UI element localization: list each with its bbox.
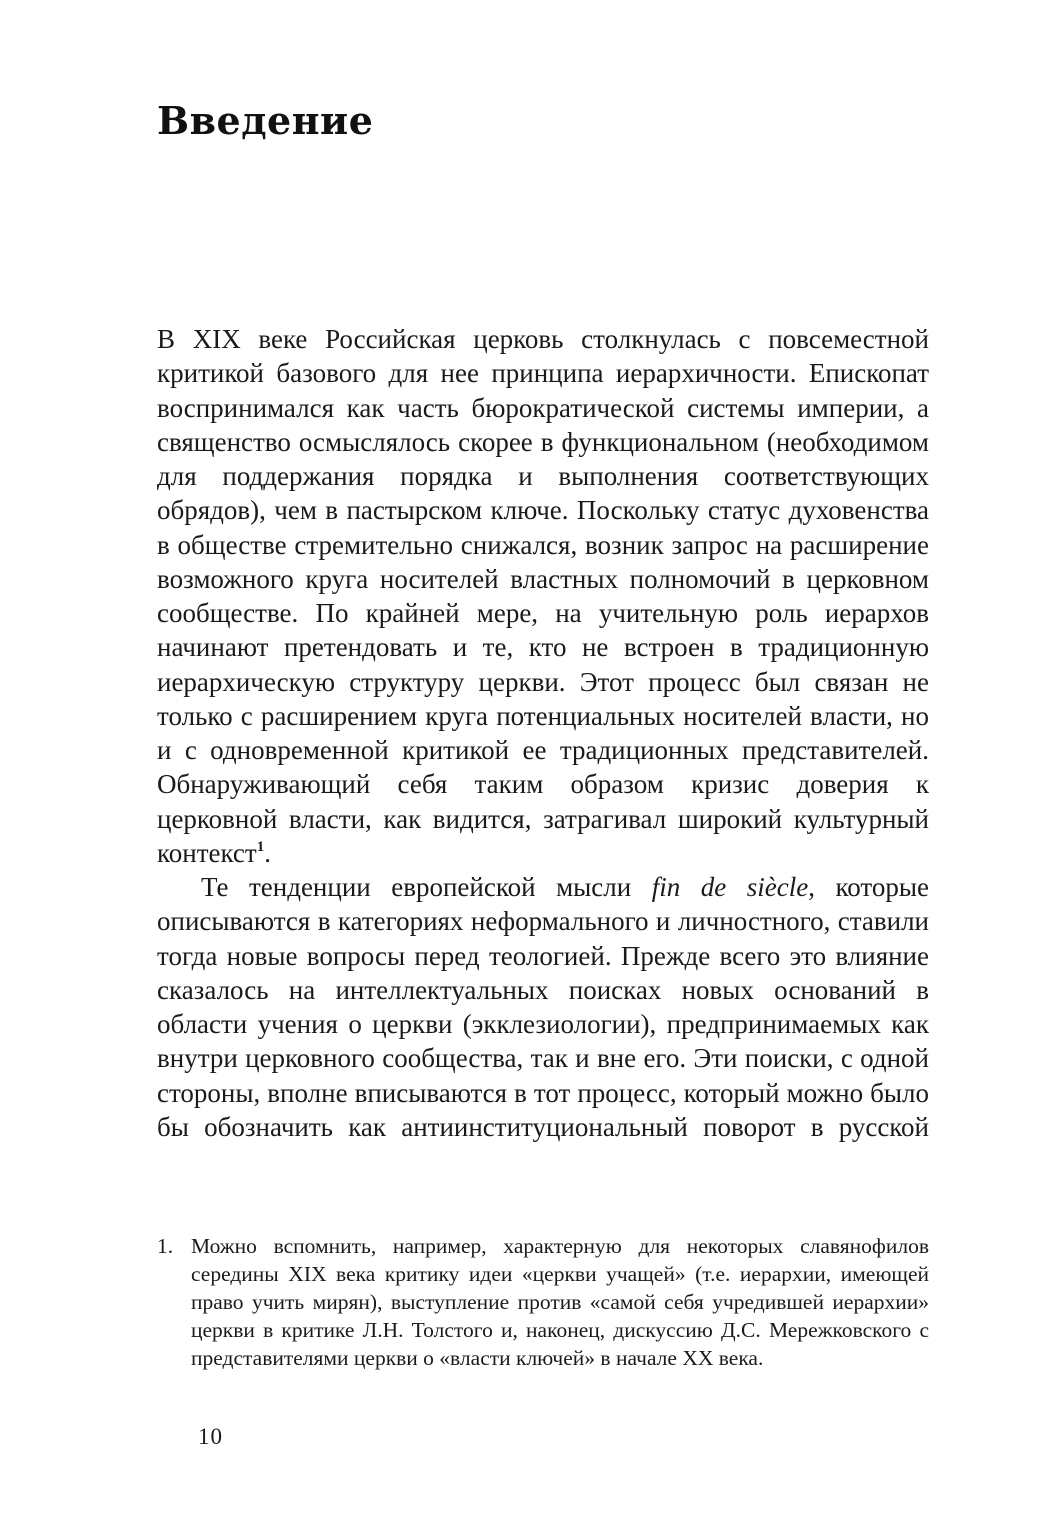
chapter-title: Введение [157,98,374,143]
paragraph-2-start: Те тенденции европейской мысли [201,872,652,902]
footnotes [157,1232,929,1372]
paragraph-2 [157,870,929,1144]
paragraph-1-text: В XIX веке Российская церковь столкнулась с повсеместной критикой базового для нее принципа иерархичности. Епископат воспринимался как часть бюрократической системы империи, а священство осмыслялось скорее в функциональном (необходимом для поддержания порядка и выполнения соответствующих обрядов), чем в пастырском ключе. Поскольку статус духовенства в обществе стремительно снижался, возник запрос на расширение возможного круга носителей властных полномочий в церковном сообществе. По крайней мере, на учительную роль иерархов начинают претендовать и те, кто не встроен в традиционную иерархическую структуру церкви. Этот процесс был связан не только с расширением круга потенциальных носителей власти, но и с одновременной критикой ее традиционных представителей. Обнаруживающий себя таким образом кризис доверия к церковной власти, как видится, затрагивал широкий культурный контекст [157,324,929,868]
footnote-text: Можно вспомнить, например, характерную для некоторых славянофилов середины XIX века критику идеи «церкви учащей» (т.е. иерархии, имеющей право учить мирян), выступление против «самой себя учредившей иерархии» церкви в критике Л.Н. Толстого и, наконец, дискуссию Д.С. Мережковского с представителями церкви о «власти ключей» в начале XX века. [191,1234,929,1370]
page-number: 10 [198,1424,223,1449]
footnote-number: 1. [157,1234,174,1258]
main-text [157,322,929,1144]
footnote-reference-1[interactable]: 1 [256,838,265,855]
paragraph-2-text: , которые описываются в категориях неформального и личностного, ставили тогда новые вопросы перед теологией. Прежде всего это влияние сказалось на интеллектуальных поисках новых оснований в области учения о церкви (экклезиологии), предпринимаемых как внутри церковного сообщества, так и вне его. Эти поиски, с одной стороны, вполне вписываются в тот процесс, который можно было бы обозначить как антиинституциональный поворот в русской [157,872,929,1142]
paragraph-1 [157,322,929,870]
footnote-1 [157,1232,929,1372]
paragraph-2-emphasis: fin de siècle [651,872,809,902]
paragraph-1-end: . [264,837,271,868]
